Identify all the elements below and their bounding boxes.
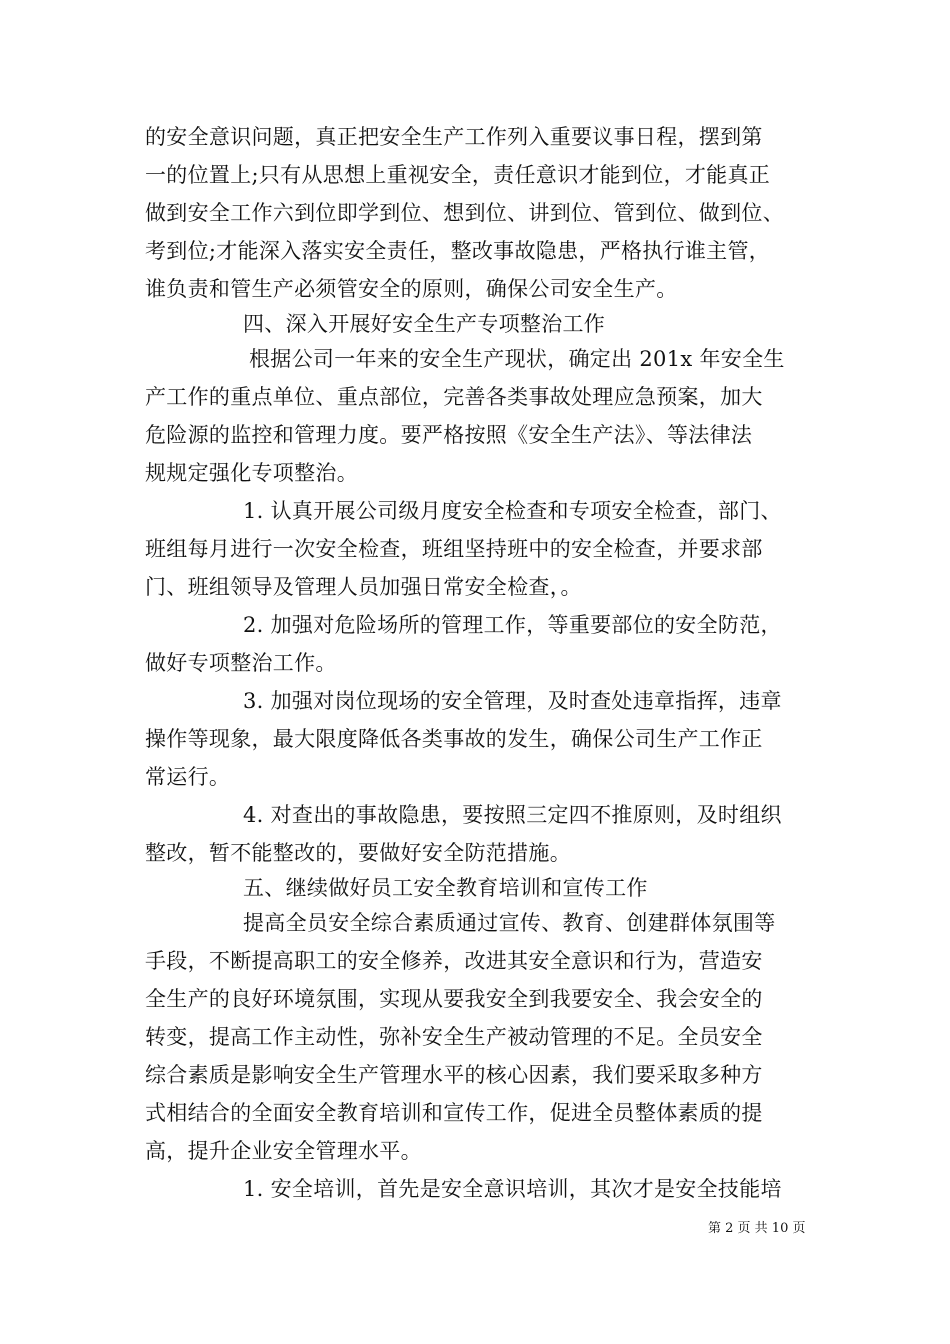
text-line: 高，提升企业安全管理水平。 [145, 1139, 422, 1163]
text-line: 考到位;才能深入落实安全责任，整改事故隐患，严格执行谁主管， [145, 239, 771, 263]
text-line: 规规定强化专项整治。 [145, 461, 358, 485]
text-line: 门、班组领导及管理人员加强日常安全检查，。 [145, 575, 582, 599]
text-line: 综合素质是影响安全生产管理水平的核心因素，我们要采取多种方 [145, 1063, 763, 1087]
list-item: 1. 认真开展公司级月度安全检查和专项安全检查，部门、 [243, 499, 782, 523]
page-number: 第 2 页 共 10 页 [708, 1221, 806, 1236]
list-item: 3. 加强对岗位现场的安全管理，及时查处违章指挥，违章 [243, 689, 782, 713]
text-line: 手段，不断提高职工的安全修养，改进其安全意识和行为，营造安 [145, 949, 763, 973]
text-line: 整改，暂不能整改的，要做好安全防范措施。 [145, 841, 571, 865]
text-line: 做到安全工作六到位即学到位、想到位、讲到位、管到位、做到位、 [145, 201, 784, 225]
list-item: 2. 加强对危险场所的管理工作，等重要部位的安全防范， [243, 613, 782, 637]
text-line: 做好专项整治工作。 [145, 651, 337, 675]
text-line: 常运行。 [145, 765, 231, 789]
text-line: 产工作的重点单位、重点部位，完善各类事故处理应急预案，加大 [145, 385, 763, 409]
text-line: 的安全意识问题，真正把安全生产工作列入重要议事日程，摆到第 [145, 125, 763, 149]
text-line: 提高全员安全综合素质通过宣传、教育、创建群体氛围等 [243, 911, 776, 935]
section-heading: 四、深入开展好安全生产专项整治工作 [243, 312, 606, 336]
text-line: 根据公司一年来的安全生产现状，确定出 201x 年安全生 [249, 347, 785, 371]
list-item: 1. 安全培训，首先是安全意识培训，其次才是安全技能培 [243, 1177, 782, 1201]
text-line: 班组每月进行一次安全检查，班组坚持班中的安全检查，并要求部 [145, 537, 763, 561]
text-line: 式相结合的全面安全教育培训和宣传工作，促进全员整体素质的提 [145, 1101, 763, 1125]
list-item: 4. 对查出的事故隐患，要按照三定四不推原则，及时组织 [243, 803, 782, 827]
text-line: 操作等现象，最大限度降低各类事故的发生，确保公司生产工作正 [145, 727, 763, 751]
text-line: 全生产的良好环境氛围，实现从要我安全到我要安全、我会安全的 [145, 987, 763, 1011]
text-line: 一的位置上;只有从思想上重视安全，责任意识才能到位，才能真正 [145, 163, 771, 187]
text-line: 转变，提高工作主动性，弥补安全生产被动管理的不足。全员安全 [145, 1025, 763, 1049]
text-line: 谁负责和管生产必须管安全的原则，确保公司安全生产。 [145, 277, 678, 301]
section-heading: 五、继续做好员工安全教育培训和宣传工作 [243, 876, 648, 900]
text-line: 危险源的监控和管理力度。要严格按照《安全生产法》、等法律法 [145, 423, 753, 447]
